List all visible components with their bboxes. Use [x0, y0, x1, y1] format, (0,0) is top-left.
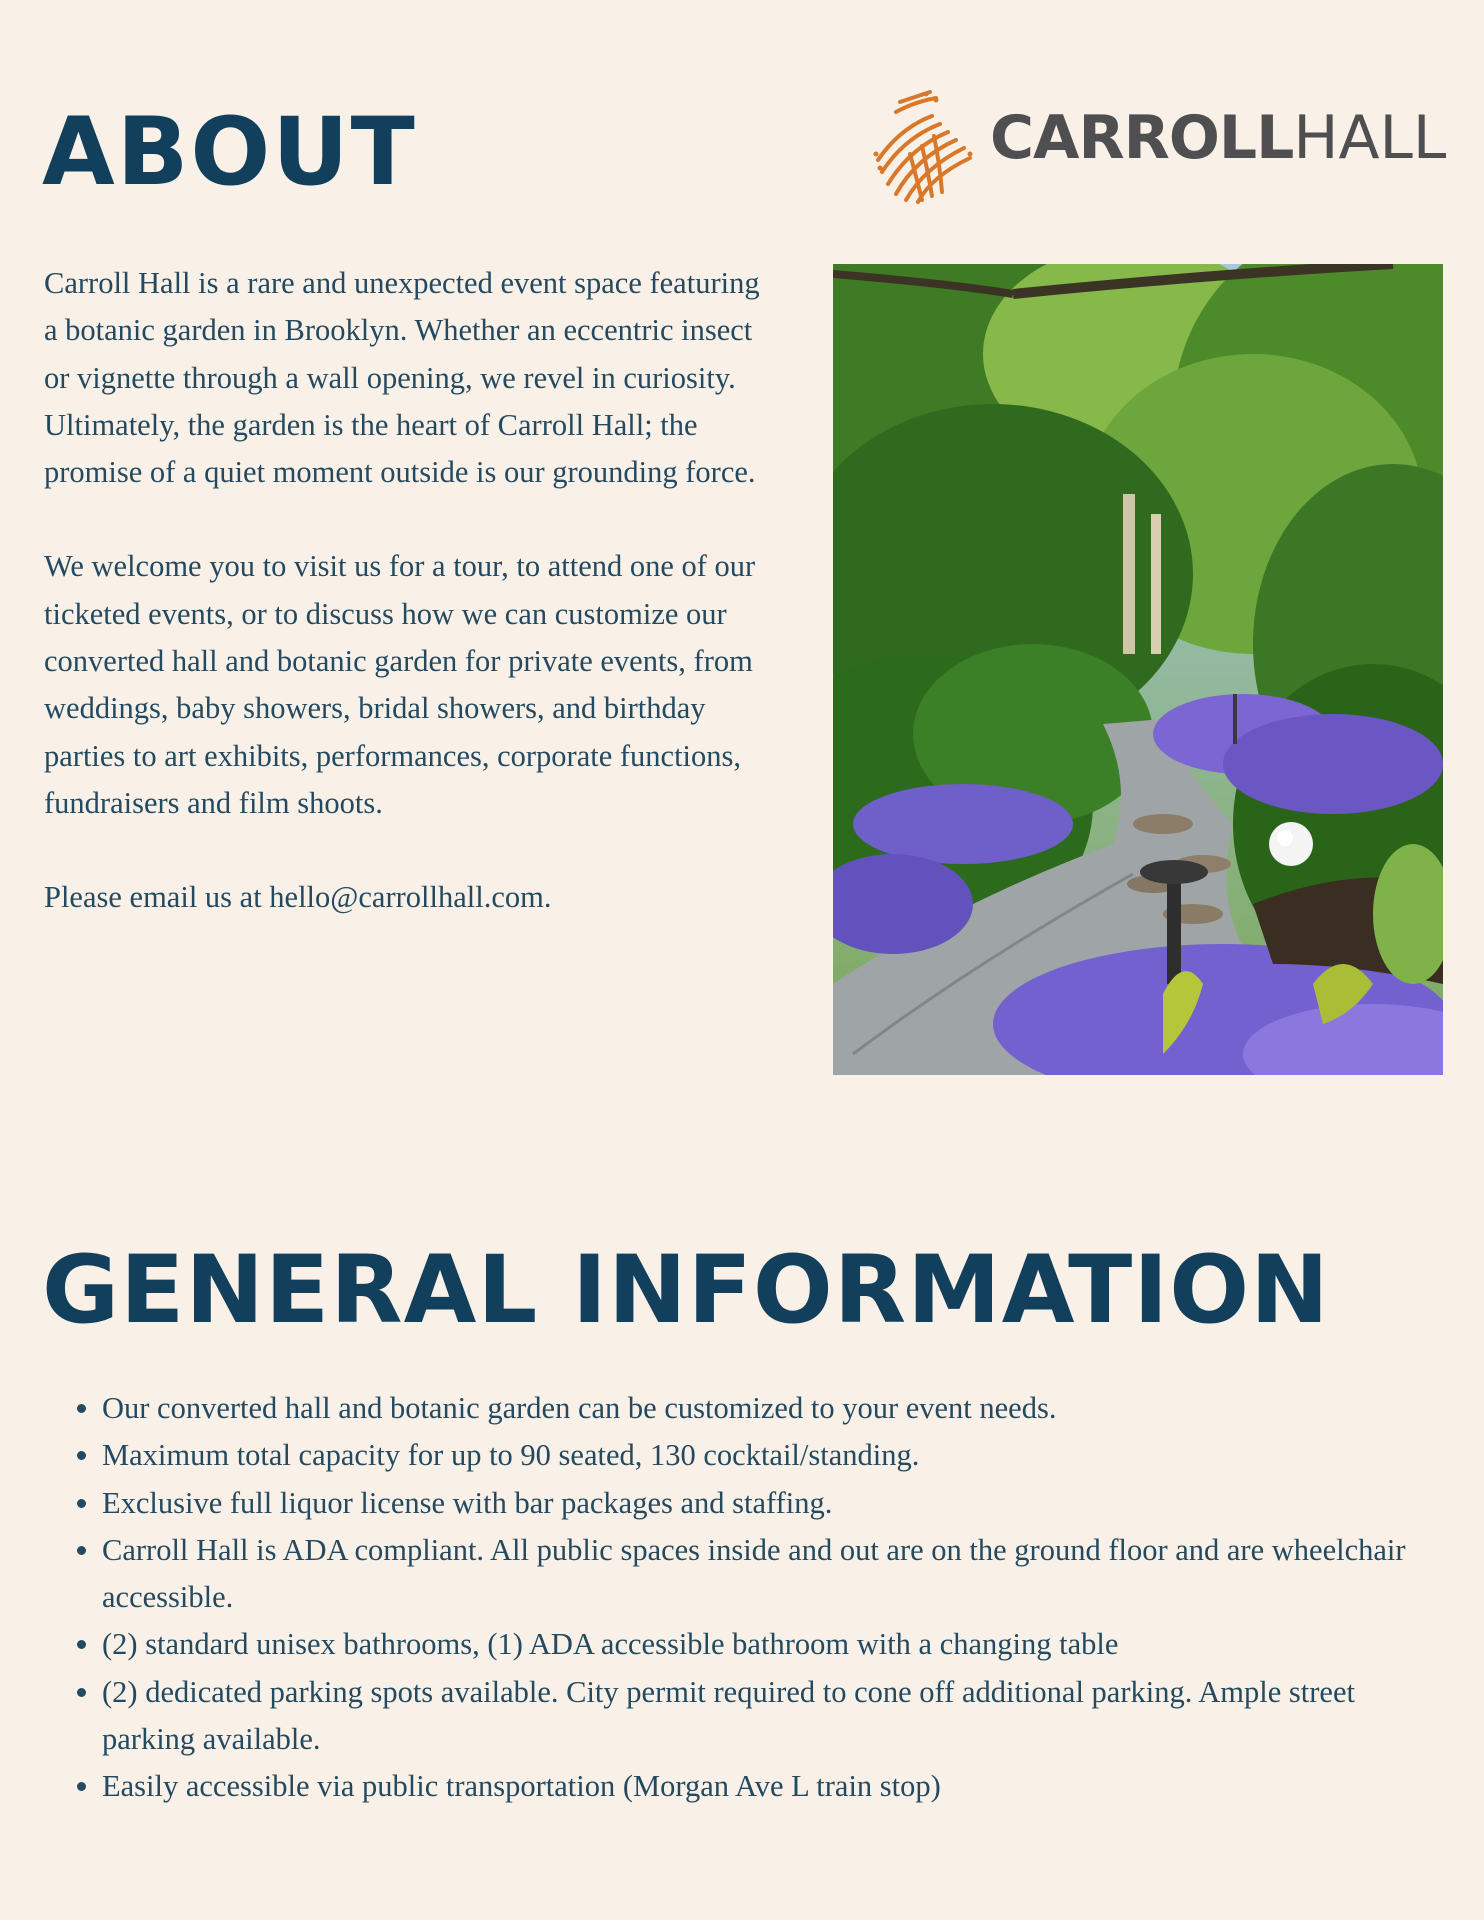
logo-wordmark — [990, 103, 1447, 173]
list-item: • (2) dedicated parking spots available. City permit required to cone off additional parking. Ample street parking available. — [102, 1669, 1422, 1764]
about-paragraph-2: We welcome you to visit us for a tour, to attend one of our ticketed events, or to discuss how we can customize our converted hall and botanic garden for private events, from weddings, baby showers, bridal showers, and birthday parties to art exhibits, performances, corporate functions, fundraisers and film shoots. — [44, 549, 756, 820]
list-item: • Maximum total capacity for up to 90 seated, 130 cocktail/standing. — [102, 1432, 1422, 1479]
list-item: • (2) standard unisex bathrooms, (1) ADA accessible bathroom with a changing table — [102, 1621, 1422, 1668]
list-item: • Exclusive full liquor license with bar packages and staffing. — [102, 1480, 1422, 1527]
list-item: • Our converted hall and botanic garden can be customized to your event needs. — [102, 1385, 1422, 1432]
carroll-hall-arc-icon — [870, 88, 980, 206]
general-information-heading: GENERAL INFORMATION — [42, 1236, 1330, 1345]
list-item: • Carroll Hall is ADA compliant. All public spaces inside and out are on the ground floor and are wheelchair accessible. — [102, 1527, 1422, 1622]
list-item: • Easily accessible via public transportation (Morgan Ave L train stop) — [102, 1763, 1422, 1810]
carroll-hall-logo — [870, 88, 1445, 206]
about-body — [44, 260, 764, 969]
general-information-list — [44, 1385, 1422, 1811]
about-paragraph-3: Please email us at hello@carrollhall.com. — [44, 880, 552, 915]
logo-word-carroll: CARROLL — [990, 103, 1294, 173]
about-heading: ABOUT — [42, 98, 417, 207]
about-paragraph-1: Carroll Hall is a rare and unexpected event space featuring a botanic garden in Brooklyn. Whether an eccentric insect or vignette through a wall opening, we revel in curiosity. Ultimately, the garden is the heart of Carroll Hall; the promise of a quiet moment outside is our grounding force. — [44, 266, 760, 490]
logo-word-hall: HALL — [1293, 103, 1447, 173]
garden-path-photo — [833, 264, 1443, 1075]
